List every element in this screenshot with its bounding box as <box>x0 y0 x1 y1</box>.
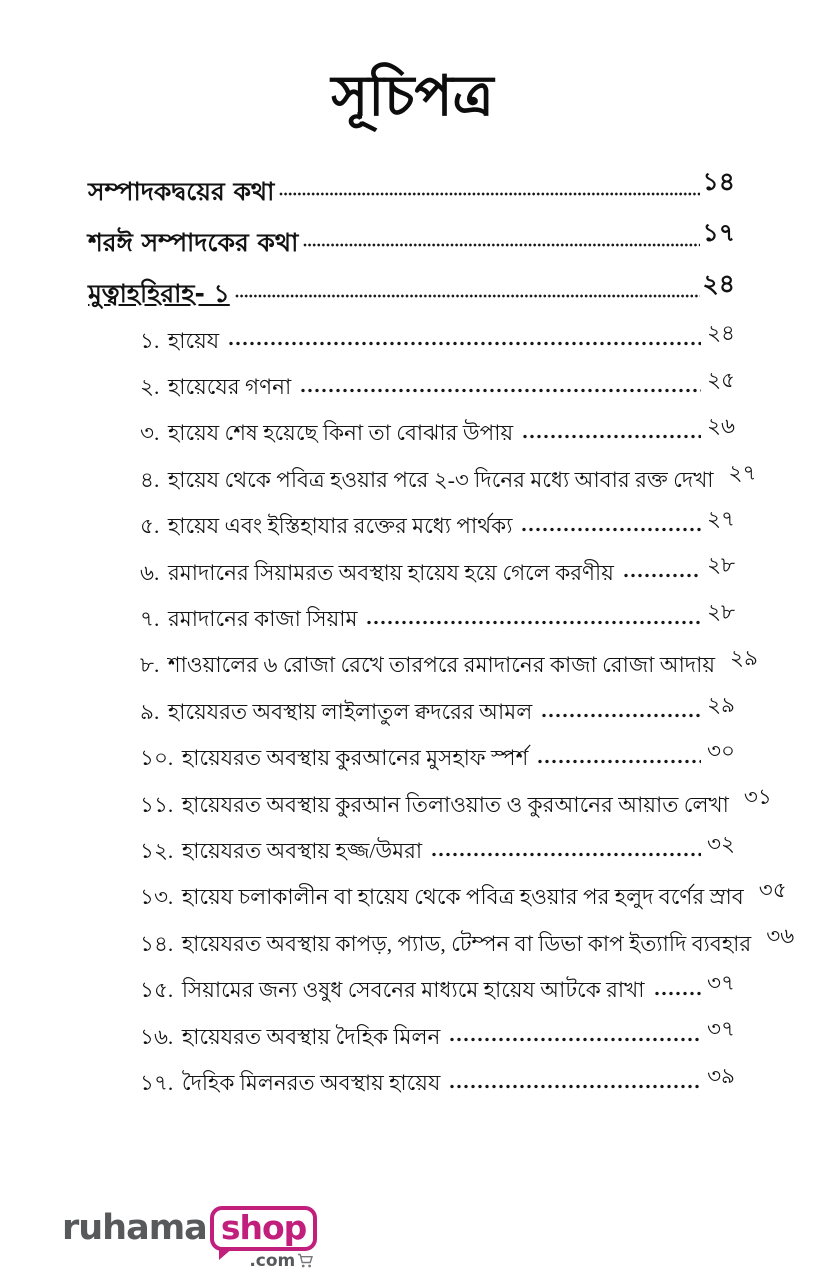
toc-item-number: ১. <box>140 328 160 353</box>
toc-section-row <box>88 154 735 205</box>
toc-item-row <box>88 446 757 492</box>
toc-section-row <box>88 256 735 307</box>
toc-item-title: হায়েযরত অবস্থায় দৈহিক মিলন <box>181 1024 441 1049</box>
toc-item-number: ৬. <box>140 560 160 585</box>
toc-item-label <box>140 932 751 957</box>
table-of-contents <box>88 154 795 1096</box>
toc-item-row <box>88 353 735 399</box>
logo-shop-text: shop <box>220 1208 307 1247</box>
toc-item-title: হায়েয এবং ইস্তিহাযার রক্তের মধ্যে পার্থক্য <box>167 514 513 539</box>
dotted-leader <box>303 242 699 248</box>
toc-item-label <box>140 514 512 539</box>
toc-item-label <box>140 607 357 632</box>
dotted-leader <box>279 191 699 197</box>
toc-item-page-number: ৩৬ <box>766 924 795 949</box>
logo-brand-text: ruhama <box>62 1208 207 1248</box>
toc-item-number: ৭. <box>140 607 160 632</box>
toc-item-page-number: ৩২ <box>707 831 735 856</box>
toc-item-number: ১১. <box>140 792 174 817</box>
toc-item-number: ৫. <box>140 514 160 539</box>
toc-item-page-number: ২৪ <box>707 321 735 346</box>
toc-item-row <box>88 956 735 1002</box>
toc-item-label <box>140 700 532 725</box>
logo-speech-bubble <box>210 1206 317 1271</box>
toc-item-row <box>88 632 758 678</box>
toc-item-label <box>140 653 715 678</box>
toc-item-row <box>88 771 772 817</box>
toc-item-title: রমাদানের কাজা সিয়াম <box>167 607 358 632</box>
toc-item-title: রমাদানের সিয়ামরত অবস্থায় হায়েয হয়ে গেলে করণীয় <box>167 560 614 585</box>
toc-item-label <box>140 421 513 446</box>
toc-section-page-number: ১৪ <box>702 167 735 196</box>
dotted-leader <box>228 339 701 347</box>
toc-item-title: শাওয়ালের ৬ রোজা রেখে তারপরে রমাদানের কাজা রোজা আদায় <box>167 653 715 678</box>
dotted-leader <box>623 571 701 579</box>
toc-item-number: ২. <box>140 375 160 400</box>
toc-item-row <box>88 817 735 863</box>
dotted-leader <box>654 989 702 997</box>
toc-item-row <box>88 307 735 353</box>
toc-item-label <box>140 746 528 771</box>
toc-item-label <box>140 1025 440 1050</box>
toc-item-row <box>88 910 795 956</box>
toc-item-title: হায়েয থেকে পবিত্র হওয়ার পরে ২-৩ দিনের মধ্যে আবার রক্ত দেখা <box>167 467 714 492</box>
logo-domain-text: .com <box>249 1251 296 1271</box>
toc-item-row <box>88 678 735 724</box>
toc-item-row <box>88 725 735 771</box>
toc-item-label <box>140 561 614 586</box>
toc-item-page-number: ২৮ <box>707 599 735 624</box>
toc-item-number: ১২. <box>140 838 174 863</box>
dotted-leader <box>235 293 700 299</box>
toc-item-page-number: ৩৭ <box>707 970 735 995</box>
toc-item-row <box>88 1003 735 1049</box>
toc-section-page-number: ১৭ <box>702 218 735 247</box>
toc-section-label: মুত্বাহহিরাহ- ১ <box>88 278 230 308</box>
toc-item-page-number: ২৯ <box>707 692 735 717</box>
toc-item-number: ১৩. <box>140 885 174 910</box>
dotted-leader <box>541 711 701 719</box>
toc-item-row <box>88 1049 735 1095</box>
dotted-leader <box>300 386 701 394</box>
toc-item-title: দৈহিক মিলনরত অবস্থায় হায়েয <box>181 1070 441 1095</box>
toc-item-row <box>88 539 735 585</box>
toc-item-row <box>88 864 787 910</box>
toc-item-title: হায়েয চলাকালীন বা হায়েয থেকে পবিত্র হওয়ার পর হলুদ বর্ণের স্রাব <box>181 885 744 910</box>
dotted-leader <box>366 618 701 626</box>
toc-item-label <box>140 978 645 1003</box>
toc-item-number: ৯. <box>140 699 160 724</box>
toc-item-title: হায়েযরত অবস্থায় কুরআনের মুসহাফ স্পর্শ <box>181 746 529 771</box>
toc-item-number: ১৪. <box>140 931 174 956</box>
toc-item-page-number: ২৭ <box>707 506 735 531</box>
toc-section-row <box>88 205 735 256</box>
toc-section-label: সম্পাদকদ্বয়ের কথা <box>88 176 275 206</box>
toc-item-label <box>140 839 422 864</box>
toc-item-page-number: ২৮ <box>707 553 735 578</box>
dotted-leader <box>449 1035 701 1043</box>
toc-item-title: হায়েয শেষ হয়েছে কিনা তা বোঝার উপায় <box>167 421 514 446</box>
toc-item-page-number: ৩৯ <box>707 1063 735 1088</box>
toc-item-number: ১৫. <box>140 978 174 1003</box>
toc-item-page-number: ২৫ <box>707 367 735 392</box>
toc-item-row <box>88 585 735 631</box>
dotted-leader <box>449 1082 701 1090</box>
toc-item-row <box>88 400 735 446</box>
dotted-leader <box>537 757 701 765</box>
toc-item-title: হায়েযরত অবস্থায় কাপড়, প্যাড, টেম্পন বা ডিভা কাপ ইত্যাদি ব্যবহার <box>181 931 752 956</box>
dotted-leader <box>522 432 701 440</box>
toc-item-label <box>140 329 219 354</box>
toc-item-title: হায়েয <box>167 328 220 353</box>
toc-item-label <box>140 885 744 910</box>
toc-section-label: শরঈ সম্পাদকের কথা <box>88 227 299 257</box>
toc-item-page-number: ৩৭ <box>707 1017 735 1042</box>
speech-bubble-tail-icon <box>219 1247 234 1260</box>
page-title: সূচিপত্র <box>331 66 494 128</box>
toc-item-number: ১৬. <box>140 1024 174 1049</box>
toc-item-page-number: ৩১ <box>743 785 772 810</box>
toc-item-page-number: ২৯ <box>729 646 758 671</box>
dotted-leader <box>521 525 701 533</box>
shopping-cart-icon <box>297 1253 315 1269</box>
toc-item-page-number: ২৭ <box>728 460 757 485</box>
toc-item-label <box>140 468 714 493</box>
toc-item-number: ১০. <box>140 746 174 771</box>
toc-item-title: হায়েযরত অবস্থায় হজ্জ/উমরা <box>181 838 423 863</box>
toc-item-label <box>140 793 729 818</box>
toc-item-number: ৪. <box>140 467 160 492</box>
toc-item-title: হায়েযের গণনা <box>167 375 292 400</box>
toc-item-title: হায়েযরত অবস্থায় কুরআন তিলাওয়াত ও কুরআনের আয়াত লেখা <box>181 792 729 817</box>
toc-item-title: হায়েযরত অবস্থায় লাইলাতুল ক্বদরের আমল <box>167 699 533 724</box>
toc-item-number: ১৭. <box>140 1070 174 1095</box>
toc-section-page-number: ২৪ <box>702 269 735 298</box>
toc-item-number: ৩. <box>140 421 160 446</box>
toc-item-page-number: ২৬ <box>707 414 735 439</box>
toc-item-row <box>88 493 735 539</box>
toc-item-page-number: ৩৫ <box>758 878 787 903</box>
toc-item-page-number: ৩০ <box>707 738 735 763</box>
toc-item-number: ৮. <box>140 653 160 678</box>
toc-item-title: সিয়ামের জন্য ওষুধ সেবনের মাধ্যমে হায়েয আটকে রাখা <box>181 978 645 1003</box>
ruhamashop-logo <box>62 1206 317 1271</box>
logo-domain <box>249 1251 315 1271</box>
toc-item-label <box>140 375 291 400</box>
toc-item-label <box>140 1071 440 1096</box>
dotted-leader <box>431 850 701 858</box>
